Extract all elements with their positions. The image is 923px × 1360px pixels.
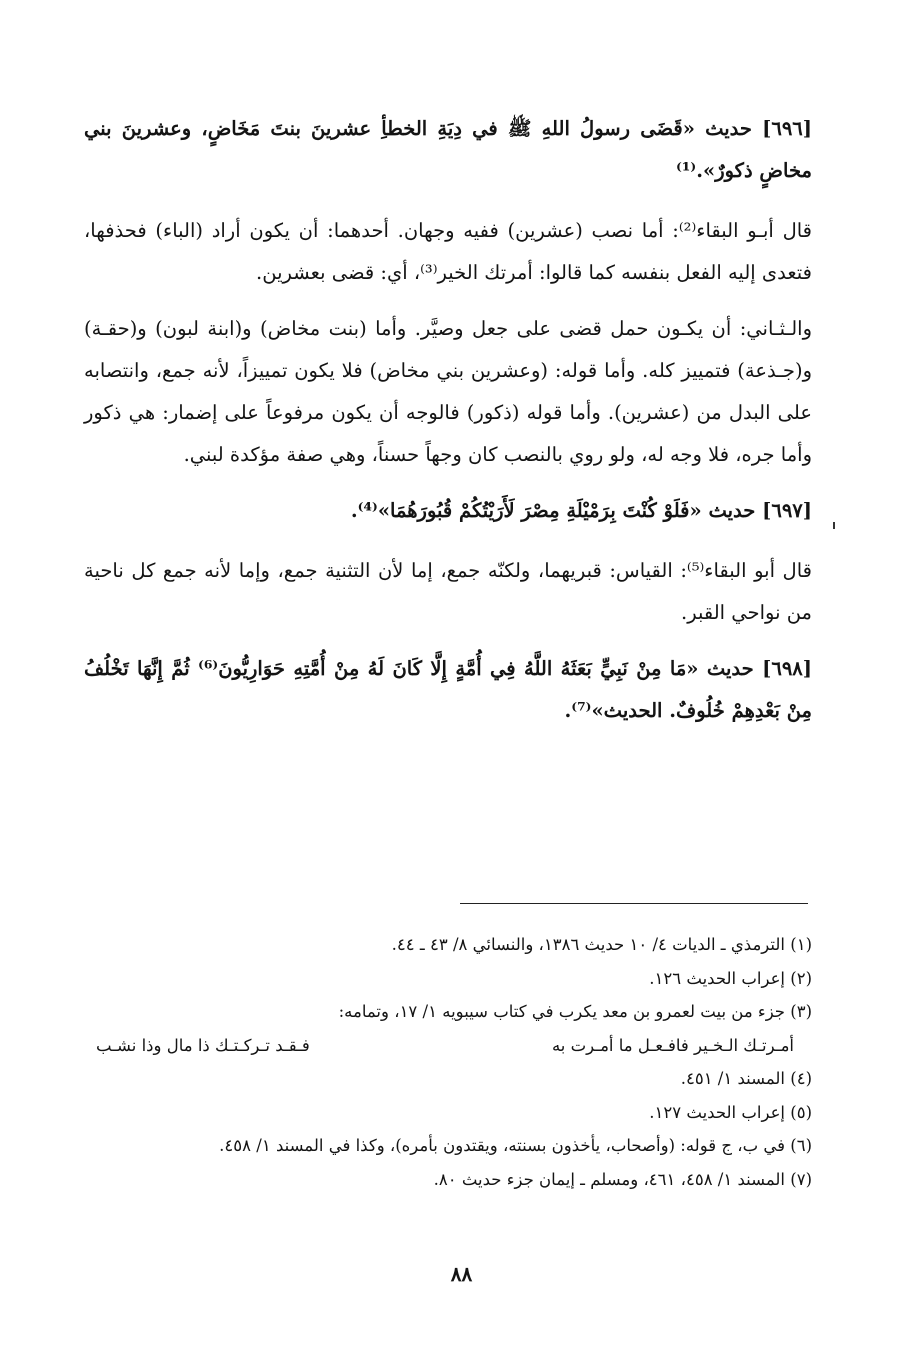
verse-first-hemistich: أمـرتـك الـخـير فافـعـل ما أمـرت به xyxy=(551,1035,794,1055)
footnote-3: (٣) جزء من بيت لعمرو بن معد يكرب في كتاب سيبويه ١/ ١٧، وتمامه: xyxy=(338,1002,812,1021)
footnote-4: (٤) المسند ١/ ٤٥١. xyxy=(680,1069,812,1088)
commentary-697-paragraph: قال أبو البقاء⁽⁵⁾: القياس: قبريهما، ولكنّه جمع، إما لأن التثنية جمع، وإما لأنه جمع كل ناحية من نواحي القبر. xyxy=(84,559,812,624)
hadith-698-paragraph: [٦٩٨] حديث «مَا مِنْ نَبِيٍّ بَعَثَهُ اللَّهُ فِي أُمَّةٍ إِلَّا كَانَ لَهُ مِنْ أُمَّتِهِ حَوَارِيُّونَ⁽⁶⁾ ثُمَّ إِنَّهَا تَخْلُفُ مِنْ بَعْدِهِمْ خُلُوفٌ. الحديث»⁽⁷⁾. xyxy=(84,657,812,722)
margin-mark xyxy=(833,522,835,529)
footnote-1: (١) الترمذي ـ الديات ٤/ ١٠ حديث ١٣٨٦، والنسائي ٨/ ٤٣ ـ ٤٤. xyxy=(391,935,812,954)
footnote-7: (٧) المسند ١/ ٤٥٨، ٤٦١، ومسلم ـ إيمان جزء حديث ٨٠. xyxy=(433,1169,812,1189)
footnote-separator xyxy=(460,903,808,904)
commentary-696-second-paragraph: والـثـاني: أن يكـون حمل قضى على جعل وصيَّر. وأما (بنت مخاض) و(ابنة لبون) و(حقـة) و(جـذعة) فتمييز كله. وأما قوله: (وعشرين بني مخاض) فلا يكون تمييزاً، لأنه جمع، وانتصابه على البدل من (عشرين). وأما قوله (ذكور) فالوجه أن يكون مرفوعاً على إضمار: هي ذكور وأما جره، فلا وجه له، ولو روي بالنصب كان وجهاً حسناً، وهي صفة مؤكدة لبني. xyxy=(84,317,812,466)
main-text xyxy=(84,108,812,732)
hadith-697-paragraph: [٦٩٧] حديث «فَلَوْ كُنْتَ بِرَمْيْلَةِ مِصْرَ لَأَرَيْتُكُمْ قُبُورَهُمَا»⁽⁴⁾. xyxy=(350,499,812,522)
footnote-6: (٦) في ب، ج قوله: (وأصحاب، يأخذون بسنته، ويقتدون بأمره)، وكذا في المسند ١/ ٤٥٨. xyxy=(219,1136,812,1155)
hadith-696-paragraph: [٦٩٦] حديث «قَضَى رسولُ اللهِ ﷺ في دِيَةِ الخطأِ عشرينَ بنتَ مَخَاضٍ، وعشرينَ بني مخاضٍ ذكورٌ».⁽¹⁾ xyxy=(84,117,812,182)
footnote-5: (٥) إعراب الحديث ١٢٧. xyxy=(649,1102,812,1122)
page-number: ٨٨ xyxy=(450,1262,473,1286)
verse-second-hemistich: فـقـد تـركـتـك ذا مال وذا نشـب xyxy=(96,1035,310,1055)
poetry-verse xyxy=(96,1029,812,1063)
commentary-696-paragraph: قال أبـو البقاء⁽²⁾: أما نصب (عشرين) ففيه وجهان. أحدهما: أن يكون أراد (الباء) فحذفها، فتعدى إليه الفعل بنفسه كما قالوا: أمرتك الخير⁽³⁾، أي: قضى بعشرين. xyxy=(84,219,813,284)
footnote-2: (٢) إعراب الحديث ١٢٦. xyxy=(649,968,812,988)
footnotes xyxy=(96,928,812,1196)
